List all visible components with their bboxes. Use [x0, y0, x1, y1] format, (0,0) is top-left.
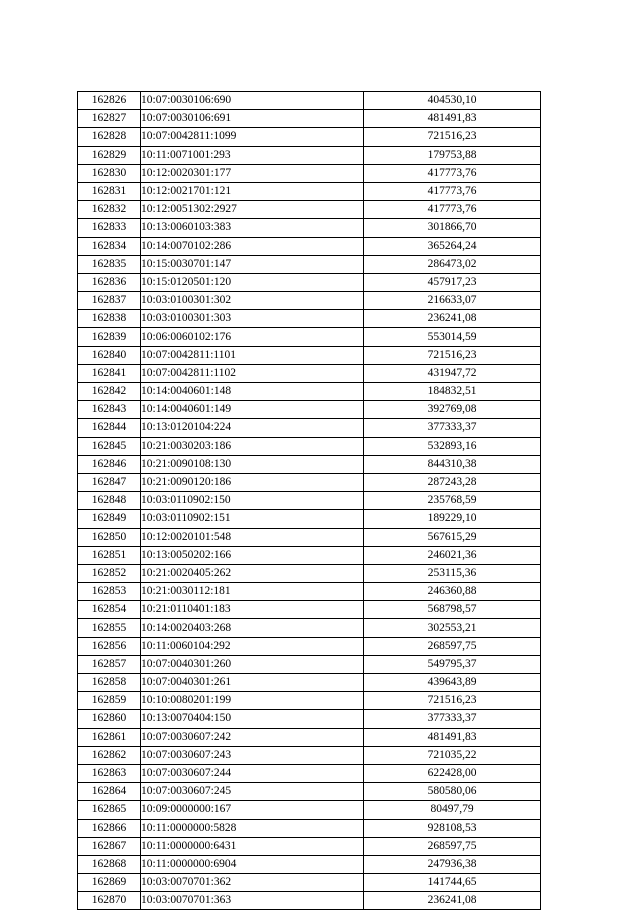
row-number-cell: 162865	[78, 801, 141, 819]
row-number-cell: 162862	[78, 746, 141, 764]
cadastral-number-cell: 10:12:0020301:177	[141, 164, 364, 182]
row-number-cell: 162838	[78, 310, 141, 328]
cadastral-number-cell: 10:12:0021701:121	[141, 182, 364, 200]
table-row	[78, 564, 541, 582]
cadastral-number-cell: 10:21:0110401:183	[141, 601, 364, 619]
cadastral-value-cell: 580580,06	[364, 783, 541, 801]
cadastral-number-cell: 10:13:0050202:166	[141, 546, 364, 564]
table-row	[78, 364, 541, 382]
row-number-cell: 162829	[78, 146, 141, 164]
table-row	[78, 855, 541, 873]
cadastral-number-cell: 10:14:0020403:268	[141, 619, 364, 637]
row-number-cell: 162835	[78, 255, 141, 273]
row-number-cell: 162856	[78, 637, 141, 655]
cadastral-value-cell: 439643,89	[364, 674, 541, 692]
cadastral-number-cell: 10:14:0070102:286	[141, 237, 364, 255]
cadastral-value-cell: 549795,37	[364, 655, 541, 673]
row-number-cell: 162860	[78, 710, 141, 728]
table-row	[78, 728, 541, 746]
table-row	[78, 455, 541, 473]
cadastral-number-cell: 10:07:0030607:242	[141, 728, 364, 746]
cadastral-value-cell: 568798,57	[364, 601, 541, 619]
cadastral-value-cell: 532893,16	[364, 437, 541, 455]
table-row	[78, 892, 541, 910]
cadastral-value-cell: 141744,65	[364, 874, 541, 892]
table-row	[78, 473, 541, 491]
cadastral-value-cell: 721516,23	[364, 128, 541, 146]
row-number-cell: 162867	[78, 837, 141, 855]
row-number-cell: 162847	[78, 473, 141, 491]
row-number-cell: 162868	[78, 855, 141, 873]
table-row	[78, 874, 541, 892]
cadastral-value-cell: 481491,83	[364, 728, 541, 746]
cadastral-value-cell: 417773,76	[364, 182, 541, 200]
table-row	[78, 583, 541, 601]
table-row	[78, 419, 541, 437]
row-number-cell: 162832	[78, 201, 141, 219]
cadastral-value-cell: 404530,10	[364, 92, 541, 110]
cadastral-number-cell: 10:09:0000000:167	[141, 801, 364, 819]
table-row	[78, 783, 541, 801]
cadastral-value-cell: 236241,08	[364, 310, 541, 328]
table-row	[78, 310, 541, 328]
table-row	[78, 637, 541, 655]
table-row	[78, 837, 541, 855]
cadastral-number-cell: 10:21:0020405:262	[141, 564, 364, 582]
cadastral-value-cell: 80497,79	[364, 801, 541, 819]
cadastral-value-cell: 179753,88	[364, 146, 541, 164]
table-row	[78, 346, 541, 364]
row-number-cell: 162843	[78, 401, 141, 419]
cadastral-number-cell: 10:21:0030112:181	[141, 583, 364, 601]
row-number-cell: 162851	[78, 546, 141, 564]
row-number-cell: 162837	[78, 292, 141, 310]
cadastral-number-cell: 10:07:0042811:1101	[141, 346, 364, 364]
table-row	[78, 601, 541, 619]
row-number-cell: 162826	[78, 92, 141, 110]
cadastral-number-cell: 10:07:0030106:690	[141, 92, 364, 110]
cadastral-number-cell: 10:10:0080201:199	[141, 692, 364, 710]
row-number-cell: 162855	[78, 619, 141, 637]
row-number-cell: 162854	[78, 601, 141, 619]
row-number-cell: 162828	[78, 128, 141, 146]
cadastral-number-cell: 10:03:0110902:150	[141, 492, 364, 510]
cadastral-value-cell: 246021,36	[364, 546, 541, 564]
row-number-cell: 162857	[78, 655, 141, 673]
table-row	[78, 764, 541, 782]
cadastral-value-cell: 253115,36	[364, 564, 541, 582]
row-number-cell: 162836	[78, 273, 141, 291]
cadastral-number-cell: 10:07:0030607:243	[141, 746, 364, 764]
row-number-cell: 162827	[78, 110, 141, 128]
row-number-cell: 162849	[78, 510, 141, 528]
row-number-cell: 162830	[78, 164, 141, 182]
row-number-cell: 162859	[78, 692, 141, 710]
table-row	[78, 164, 541, 182]
cadastral-value-cell: 392769,08	[364, 401, 541, 419]
row-number-cell: 162870	[78, 892, 141, 910]
table-row	[78, 401, 541, 419]
cadastral-value-cell: 417773,76	[364, 164, 541, 182]
cadastral-number-cell: 10:11:0000000:6904	[141, 855, 364, 873]
row-number-cell: 162852	[78, 564, 141, 582]
cadastral-value-cell: 721516,23	[364, 692, 541, 710]
table-row	[78, 128, 541, 146]
cadastral-value-cell: 247936,38	[364, 855, 541, 873]
table-row	[78, 528, 541, 546]
table-row	[78, 692, 541, 710]
table-row	[78, 819, 541, 837]
cadastral-value-cell: 567615,29	[364, 528, 541, 546]
table-row	[78, 146, 541, 164]
row-number-cell: 162848	[78, 492, 141, 510]
table-row	[78, 255, 541, 273]
row-number-cell: 162841	[78, 364, 141, 382]
table-row	[78, 92, 541, 110]
row-number-cell: 162863	[78, 764, 141, 782]
table-row	[78, 237, 541, 255]
table-row	[78, 710, 541, 728]
row-number-cell: 162839	[78, 328, 141, 346]
cadastral-value-table	[77, 91, 541, 910]
row-number-cell: 162846	[78, 455, 141, 473]
cadastral-number-cell: 10:07:0030607:245	[141, 783, 364, 801]
table-row	[78, 746, 541, 764]
cadastral-value-cell: 377333,37	[364, 710, 541, 728]
row-number-cell: 162842	[78, 383, 141, 401]
cadastral-number-cell: 10:13:0060103:383	[141, 219, 364, 237]
cadastral-number-cell: 10:07:0042811:1099	[141, 128, 364, 146]
cadastral-value-cell: 481491,83	[364, 110, 541, 128]
cadastral-number-cell: 10:07:0030106:691	[141, 110, 364, 128]
cadastral-value-cell: 365264,24	[364, 237, 541, 255]
table-row	[78, 292, 541, 310]
table-row	[78, 801, 541, 819]
cadastral-number-cell: 10:07:0030607:244	[141, 764, 364, 782]
cadastral-value-cell: 844310,38	[364, 455, 541, 473]
table-row	[78, 273, 541, 291]
cadastral-number-cell: 10:07:0040301:260	[141, 655, 364, 673]
row-number-cell: 162853	[78, 583, 141, 601]
cadastral-value-cell: 457917,23	[364, 273, 541, 291]
cadastral-number-cell: 10:03:0070701:363	[141, 892, 364, 910]
table-row	[78, 182, 541, 200]
cadastral-value-cell: 246360,88	[364, 583, 541, 601]
cadastral-number-cell: 10:21:0030203:186	[141, 437, 364, 455]
cadastral-number-cell: 10:12:0020101:548	[141, 528, 364, 546]
row-number-cell: 162831	[78, 182, 141, 200]
cadastral-value-cell: 236241,08	[364, 892, 541, 910]
cadastral-number-cell: 10:03:0110902:151	[141, 510, 364, 528]
cadastral-number-cell: 10:15:0030701:147	[141, 255, 364, 273]
row-number-cell: 162833	[78, 219, 141, 237]
row-number-cell: 162834	[78, 237, 141, 255]
row-number-cell: 162844	[78, 419, 141, 437]
cadastral-number-cell: 10:07:0042811:1102	[141, 364, 364, 382]
cadastral-value-cell: 417773,76	[364, 201, 541, 219]
cadastral-number-cell: 10:15:0120501:120	[141, 273, 364, 291]
row-number-cell: 162845	[78, 437, 141, 455]
row-number-cell: 162858	[78, 674, 141, 692]
cadastral-value-cell: 377333,37	[364, 419, 541, 437]
table-row	[78, 437, 541, 455]
cadastral-value-cell: 721035,22	[364, 746, 541, 764]
table-body	[78, 92, 541, 910]
cadastral-number-cell: 10:03:0100301:302	[141, 292, 364, 310]
row-number-cell: 162850	[78, 528, 141, 546]
row-number-cell: 162861	[78, 728, 141, 746]
cadastral-value-cell: 189229,10	[364, 510, 541, 528]
cadastral-value-cell: 184832,51	[364, 383, 541, 401]
cadastral-number-cell: 10:14:0040601:148	[141, 383, 364, 401]
cadastral-number-cell: 10:13:0120104:224	[141, 419, 364, 437]
table-row	[78, 328, 541, 346]
cadastral-number-cell: 10:03:0070701:362	[141, 874, 364, 892]
cadastral-value-cell: 268597,75	[364, 637, 541, 655]
table-row	[78, 674, 541, 692]
cadastral-number-cell: 10:03:0100301:303	[141, 310, 364, 328]
cadastral-value-cell: 553014,59	[364, 328, 541, 346]
cadastral-number-cell: 10:21:0090120:186	[141, 473, 364, 491]
table-row	[78, 655, 541, 673]
row-number-cell: 162869	[78, 874, 141, 892]
cadastral-number-cell: 10:11:0000000:6431	[141, 837, 364, 855]
table-row	[78, 546, 541, 564]
row-number-cell: 162866	[78, 819, 141, 837]
table-row	[78, 219, 541, 237]
row-number-cell: 162864	[78, 783, 141, 801]
cadastral-number-cell: 10:06:0060102:176	[141, 328, 364, 346]
row-number-cell: 162840	[78, 346, 141, 364]
cadastral-number-cell: 10:12:0051302:2927	[141, 201, 364, 219]
cadastral-value-cell: 268597,75	[364, 837, 541, 855]
cadastral-value-cell: 721516,23	[364, 346, 541, 364]
table-row	[78, 492, 541, 510]
cadastral-value-cell: 302553,21	[364, 619, 541, 637]
cadastral-value-cell: 622428,00	[364, 764, 541, 782]
cadastral-number-cell: 10:13:0070404:150	[141, 710, 364, 728]
table-row	[78, 619, 541, 637]
table-row	[78, 110, 541, 128]
cadastral-value-cell: 235768,59	[364, 492, 541, 510]
cadastral-value-cell: 216633,07	[364, 292, 541, 310]
cadastral-number-cell: 10:11:0060104:292	[141, 637, 364, 655]
table-row	[78, 201, 541, 219]
cadastral-value-cell: 431947,72	[364, 364, 541, 382]
cadastral-value-cell: 301866,70	[364, 219, 541, 237]
cadastral-number-cell: 10:07:0040301:261	[141, 674, 364, 692]
cadastral-value-cell: 928108,53	[364, 819, 541, 837]
cadastral-value-cell: 286473,02	[364, 255, 541, 273]
cadastral-number-cell: 10:11:0071001:293	[141, 146, 364, 164]
table-row	[78, 383, 541, 401]
cadastral-number-cell: 10:21:0090108:130	[141, 455, 364, 473]
cadastral-number-cell: 10:11:0000000:5828	[141, 819, 364, 837]
table-row	[78, 510, 541, 528]
cadastral-value-cell: 287243,28	[364, 473, 541, 491]
cadastral-number-cell: 10:14:0040601:149	[141, 401, 364, 419]
